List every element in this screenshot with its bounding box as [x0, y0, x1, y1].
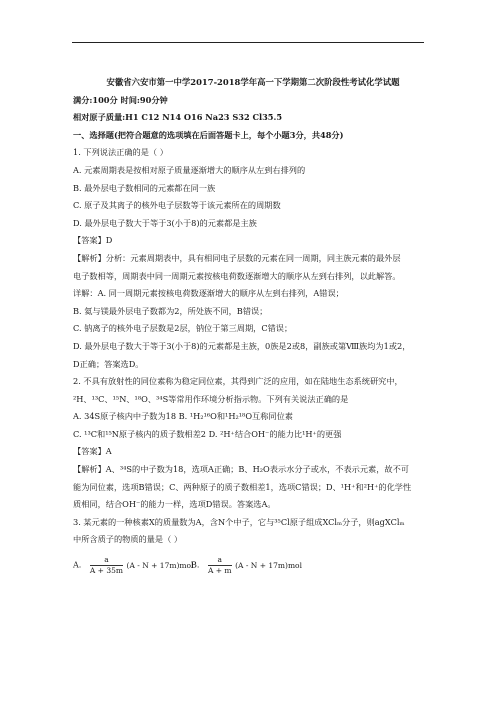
- q3-options-row: [73, 549, 433, 583]
- section-heading: 一、选择题(把符合题意的选项填在后面答题卡上，每个小题3分，共48分): [73, 129, 344, 140]
- text-line: 中所含质子的物质的量是（ ）: [73, 534, 183, 545]
- option-a-denominator: A + 35m: [89, 566, 123, 576]
- option-b: [191, 555, 302, 576]
- option-b-expression: (A - N + 17m)mol: [235, 560, 302, 570]
- text-line: B. 最外层电子数相同的元素都在同一族: [73, 182, 216, 193]
- option-b-label: B.: [191, 560, 200, 570]
- text-line: 【答案】D: [73, 235, 113, 246]
- document-body: [73, 74, 433, 583]
- text-line: 【解析】分析：元素周期表中，具有相同电子层数的元素在同一周期，同主族元素的最外层: [73, 252, 401, 263]
- text-line: D正确；答案选D。: [73, 358, 144, 369]
- option-a-fraction: [90, 555, 123, 576]
- text-line: ²H、¹³C、¹⁵N、¹⁸O、³⁴S等常用作环境分析指示物。下列有关说法正确的是: [73, 393, 349, 404]
- option-a-numerator: a: [90, 555, 123, 566]
- text-line: D. 最外层电子数大于等于3(小于8)的元素都是主族，0族是2或8，副族或第Ⅷ族均为1或2，: [73, 340, 411, 351]
- text-line: D. 最外层电子数大于等于3(小于8)的元素都是主族: [73, 217, 257, 228]
- text-line: 2. 不具有放射性的同位素称为稳定同位素，其得到广泛的应用，如在陆地生态系统研究中，: [73, 376, 403, 387]
- text-line: C. 钠离子的核外电子层数是2层，钠位于第三周期，C错误；: [73, 323, 293, 334]
- text-line: 【答案】A: [73, 446, 112, 457]
- text-line: 能为同位素，选项B错误；C、两种原子的质子数相差1，选项C错误；D、¹H⁺和²H⁺的化学性: [73, 481, 412, 492]
- text-line: C. ¹³C和¹⁵N原子核内的质子数相差2 D. ²H⁺结合OH⁻的能力比¹H⁺的更强: [73, 428, 342, 439]
- text-line: 电子数相等，周期表中同一周期元素按核电荷数逐渐增大的顺序从左到右排列，以此解答。: [73, 270, 401, 281]
- text-line: 详解：A. 同一周期元素按核电荷数逐渐增大的顺序从左到右排列，A错误；: [73, 288, 344, 299]
- text-line: A. 元素周期表是按相对原子质量逐渐增大的顺序从左到右排列的: [73, 164, 306, 175]
- option-a: [73, 555, 193, 576]
- score-time: 满分:100分 时间:90分钟: [73, 94, 168, 105]
- option-a-label: A.: [73, 560, 82, 570]
- text-line: 3. 某元素的一种核素X的质量数为A，含N个中子，它与³⁵Cl原子组成XClₘ分子，则agXClₘ: [73, 516, 405, 527]
- atomic-mass: 相对原子质量:H1 C12 N14 O16 Na23 S32 Cl35.5: [73, 112, 283, 123]
- text-line: A. 34S原子核内中子数为18 B. ¹H₂¹⁶O和¹H₂¹⁸O互称同位素: [73, 411, 293, 422]
- text-line: 1. 下列说法正确的是（ ）: [73, 147, 168, 158]
- option-b-fraction: [208, 555, 232, 576]
- text-line: C. 原子及其离子的核外电子层数等于该元素所在的周期数: [73, 200, 281, 211]
- option-b-denominator: A + m: [207, 566, 232, 576]
- exam-title: 安徽省六安市第一中学2017-2018学年高一下学期第二次阶段性考试化学试题: [106, 77, 400, 87]
- text-line: 【解析】A、³⁴S的中子数为18，选项A正确；B、H₂O表示水分子或水，不表示元素，故不可: [73, 464, 409, 475]
- text-line: B. 氦与镁最外层电子数都为2，所处族不同，B错误；: [73, 305, 268, 316]
- header-rule: [72, 42, 424, 43]
- text-line: 质相同，结合OH⁻的能力一样，选项D错误。答案选A。: [73, 499, 276, 510]
- option-a-expression: (A - N + 17m)mol: [126, 560, 194, 570]
- option-b-numerator: a: [208, 555, 232, 566]
